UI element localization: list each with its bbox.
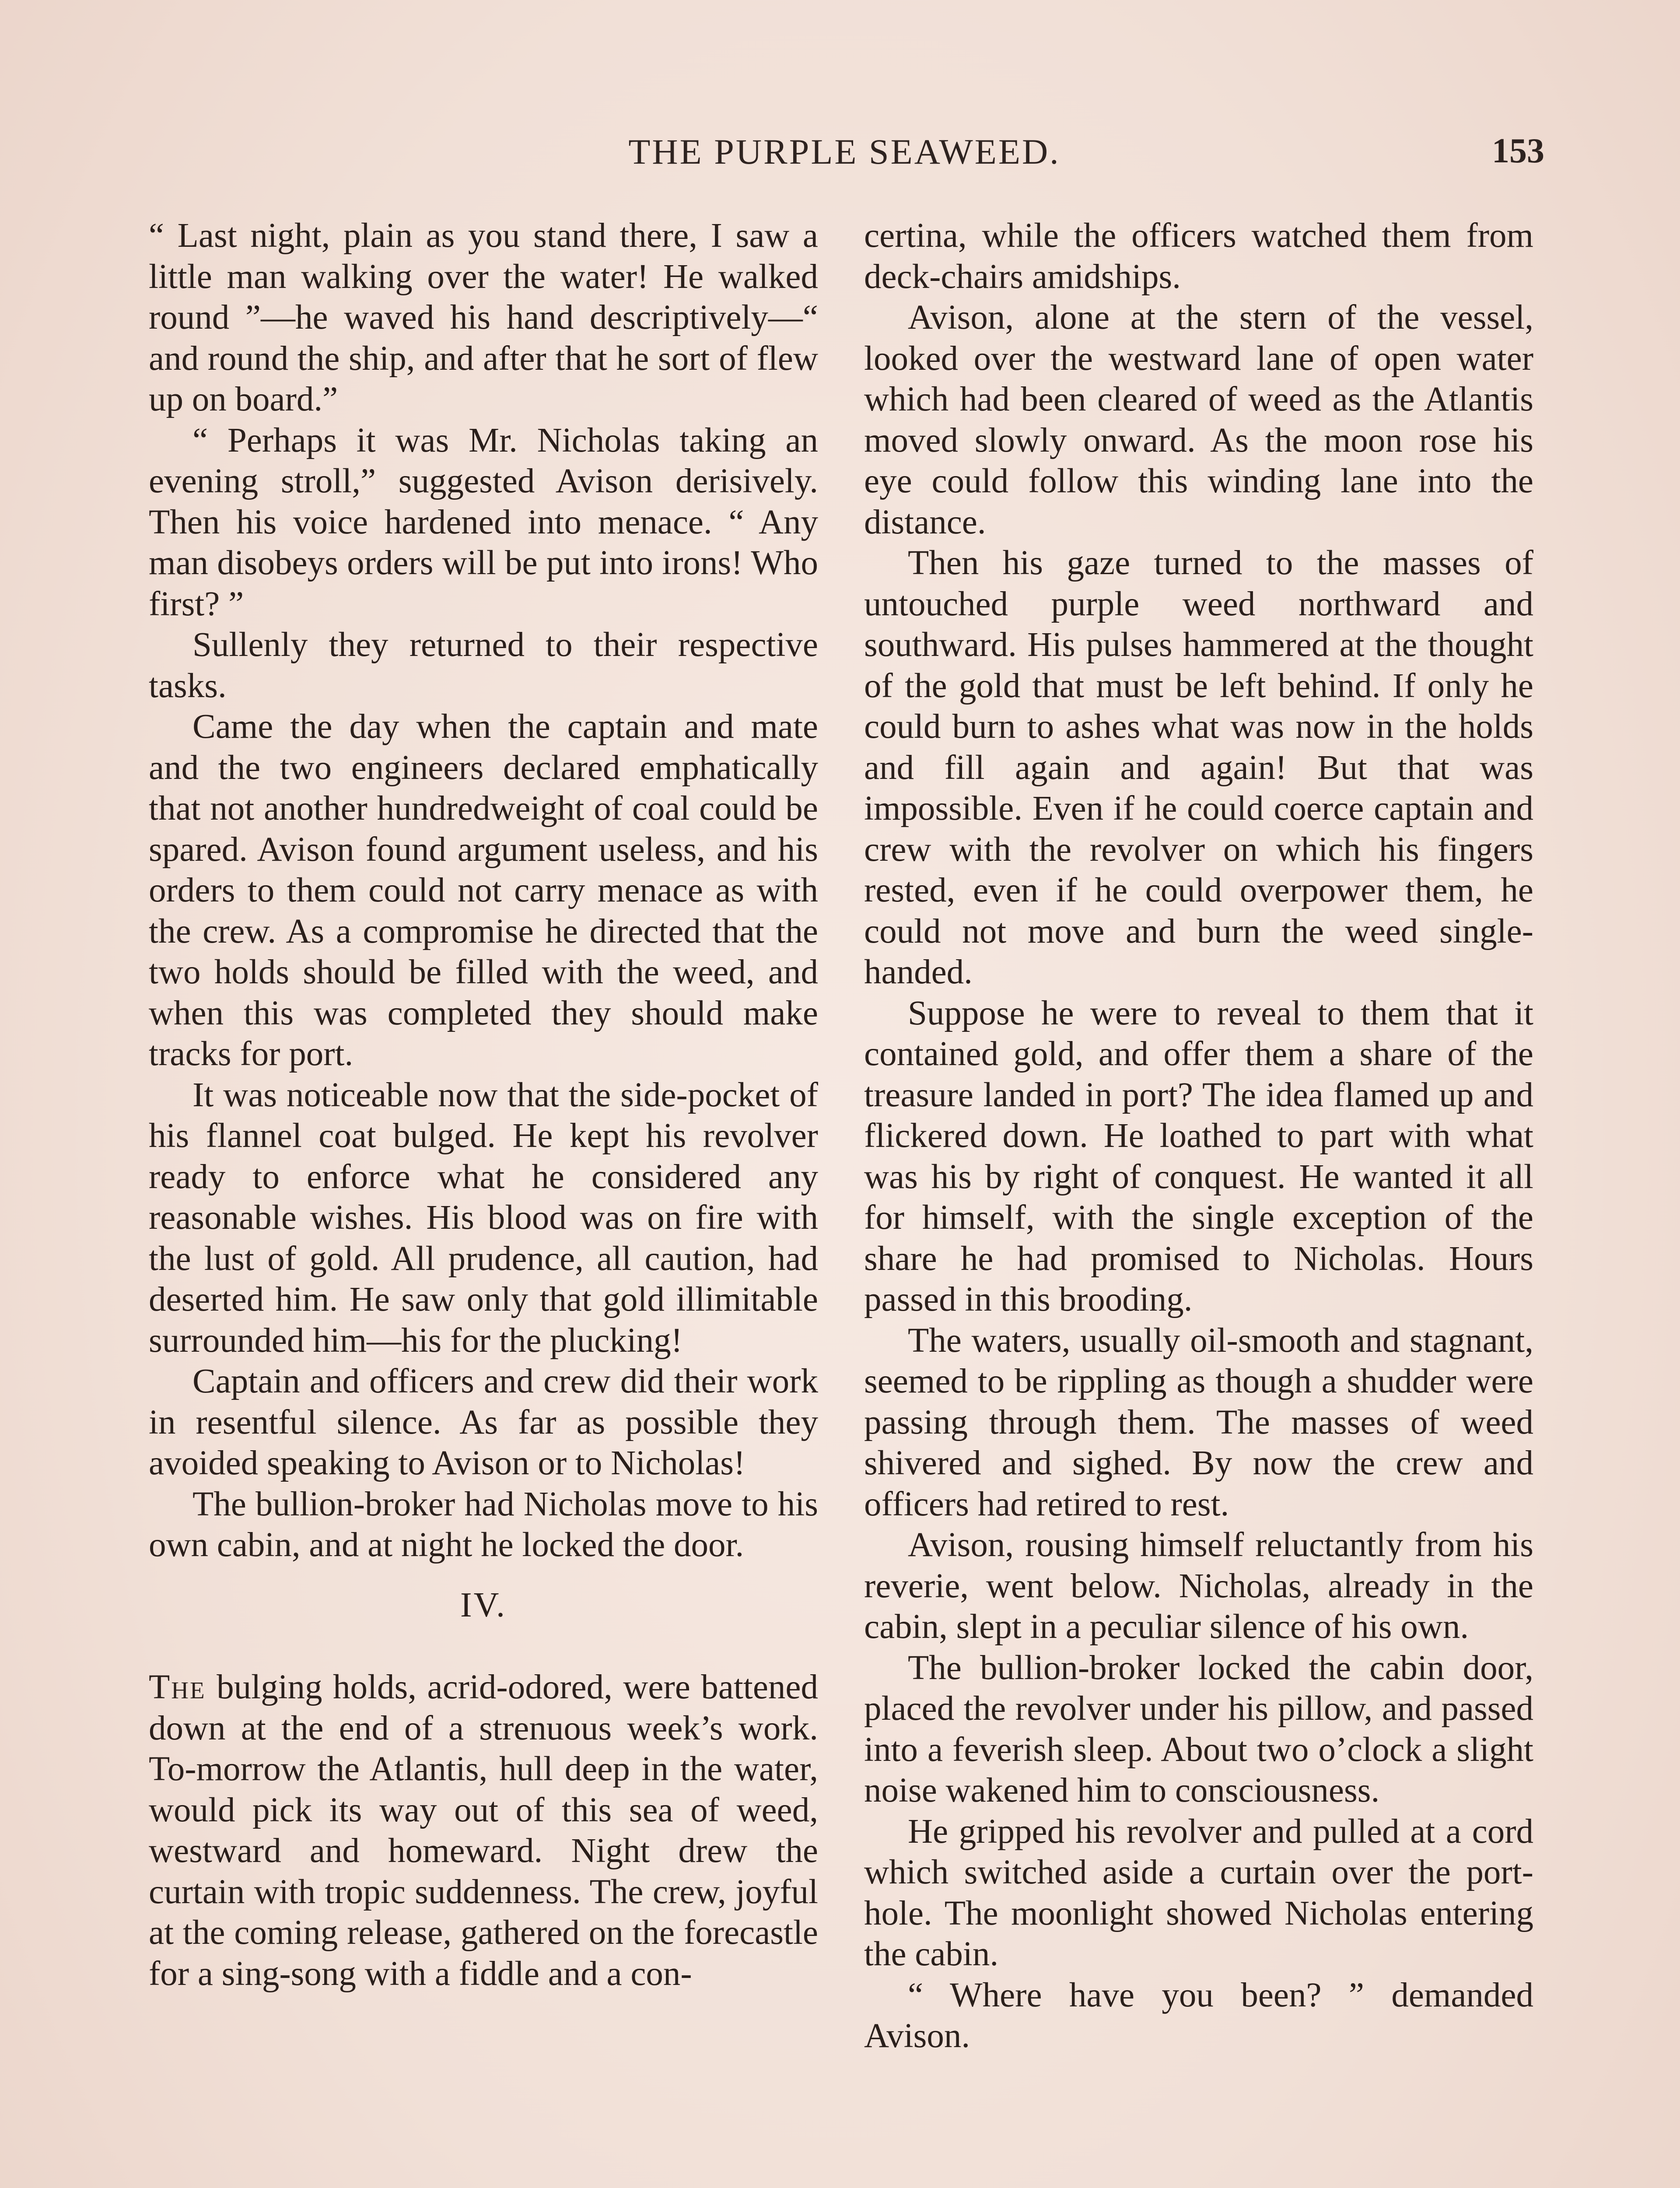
paragraph: “ Last night, plain as you stand there, I saw a little man walking over the water! He walked round ”—he waved his hand descriptively—“ and round the ship, and after that he sort of flew up on board.”	[149, 217, 818, 418]
paragraph: He gripped his revolver and pulled at a cord which switched aside a curtain over the port-hole. The moonlight showed Nicholas entering the cabin.	[864, 1812, 1533, 1973]
paragraph: Avison, rousing himself reluctantly from his reverie, went below. Nicholas, already in the cabin, slept in a peculiar silence of his own.	[864, 1526, 1533, 1646]
section-opening-text: bulging holds, acrid-odored, were battened down at the end of a strenuous week’s work. To-morrow the Atlantis, hull deep in the water, would pick its way out of this sea of weed, westward and homeward. Night drew the curtain with tropic suddenness. The crew, joyful at the coming release, gathered on the forecastle for a sing-song with a fiddle and a con-	[149, 1668, 818, 1993]
paragraph: Avison, alone at the stern of the vessel, looked over the westward lane of open water which had been cleared of weed as the Atlantis moved slowly onward. As the moon rose his eye could follow this winding lane into the distance.	[864, 298, 1533, 541]
left-column	[149, 215, 818, 1994]
running-title: THE PURPLE SEAWEED.	[628, 132, 1060, 172]
paragraph: “ Perhaps it was Mr. Nicholas taking an evening stroll,” suggested Avison derisively. Then his voice hardened into menace. “ Any man disobeys orders will be put into irons! Who first? ”	[149, 421, 818, 623]
paragraph: Sullenly they returned to their respective tasks.	[149, 626, 818, 705]
section-heading: IV.	[460, 1585, 507, 1624]
paragraph: The bullion-broker locked the cabin door, placed the revolver under his pillow, and passed into a feverish sleep. About two o’clock a slight noise wakened him to consciousness.	[864, 1648, 1533, 1809]
paragraph: It was noticeable now that the side-pocket of his flannel coat bulged. He kept his revolver ready to enforce what he considered any reasonable wishes. His blood was on fire with the lust of gold. All prudence, all caution, had deserted him. He saw only that gold illimitable surrounded him—his for the plucking!	[149, 1076, 818, 1360]
paragraph: certina, while the officers watched them from deck-chairs amidships.	[864, 217, 1533, 296]
section-first-word: The	[149, 1668, 206, 1706]
page-header	[144, 131, 1544, 184]
page-number: 153	[1492, 132, 1544, 170]
paragraph: Captain and officers and crew did their work in resentful silence. As far as possible they avoided speaking to Avison or to Nicholas!	[149, 1362, 818, 1482]
paragraph: Suppose he were to reveal to them that it contained gold, and offer them a share of the treasure landed in port? The idea flamed up and flickered down. He loathed to part with what was his by right of conquest. He wanted it all for himself, with the single exception of the share he had promised to Nicholas. Hours passed in this brooding.	[864, 994, 1533, 1318]
section-opening-paragraph	[149, 1667, 818, 1994]
right-column	[864, 215, 1533, 2057]
paragraph: Then his gaze turned to the masses of untouched purple weed northward and southward. His pulses hammered at the thought of the gold that must be left behind. If only he could burn to ashes what was now in the holds and fill again and again! But that was impossible. Even if he could coerce captain and crew with the revolver on which his fingers rested, even if he could overpower them, he could not move and burn the weed single-handed.	[864, 544, 1533, 991]
paragraph: The waters, usually oil-smooth and stagnant, seemed to be rippling as though a shudder were passing through them. The masses of weed shivered and sighed. By now the crew and officers had retired to rest.	[864, 1321, 1533, 1523]
paragraph: Came the day when the captain and mate and the two engineers declared emphatically that not another hundredweight of coal could be spared. Avison found argument useless, and his orders to them could not carry menace as with the crew. As a compromise he directed that the two holds should be filled with the weed, and when this was completed they should make tracks for port.	[149, 708, 818, 1073]
paragraph: “ Where have you been? ” demanded Avison.	[864, 1976, 1533, 2055]
paragraph: The bullion-broker had Nicholas move to his own cabin, and at night he locked the door.	[149, 1485, 818, 1564]
